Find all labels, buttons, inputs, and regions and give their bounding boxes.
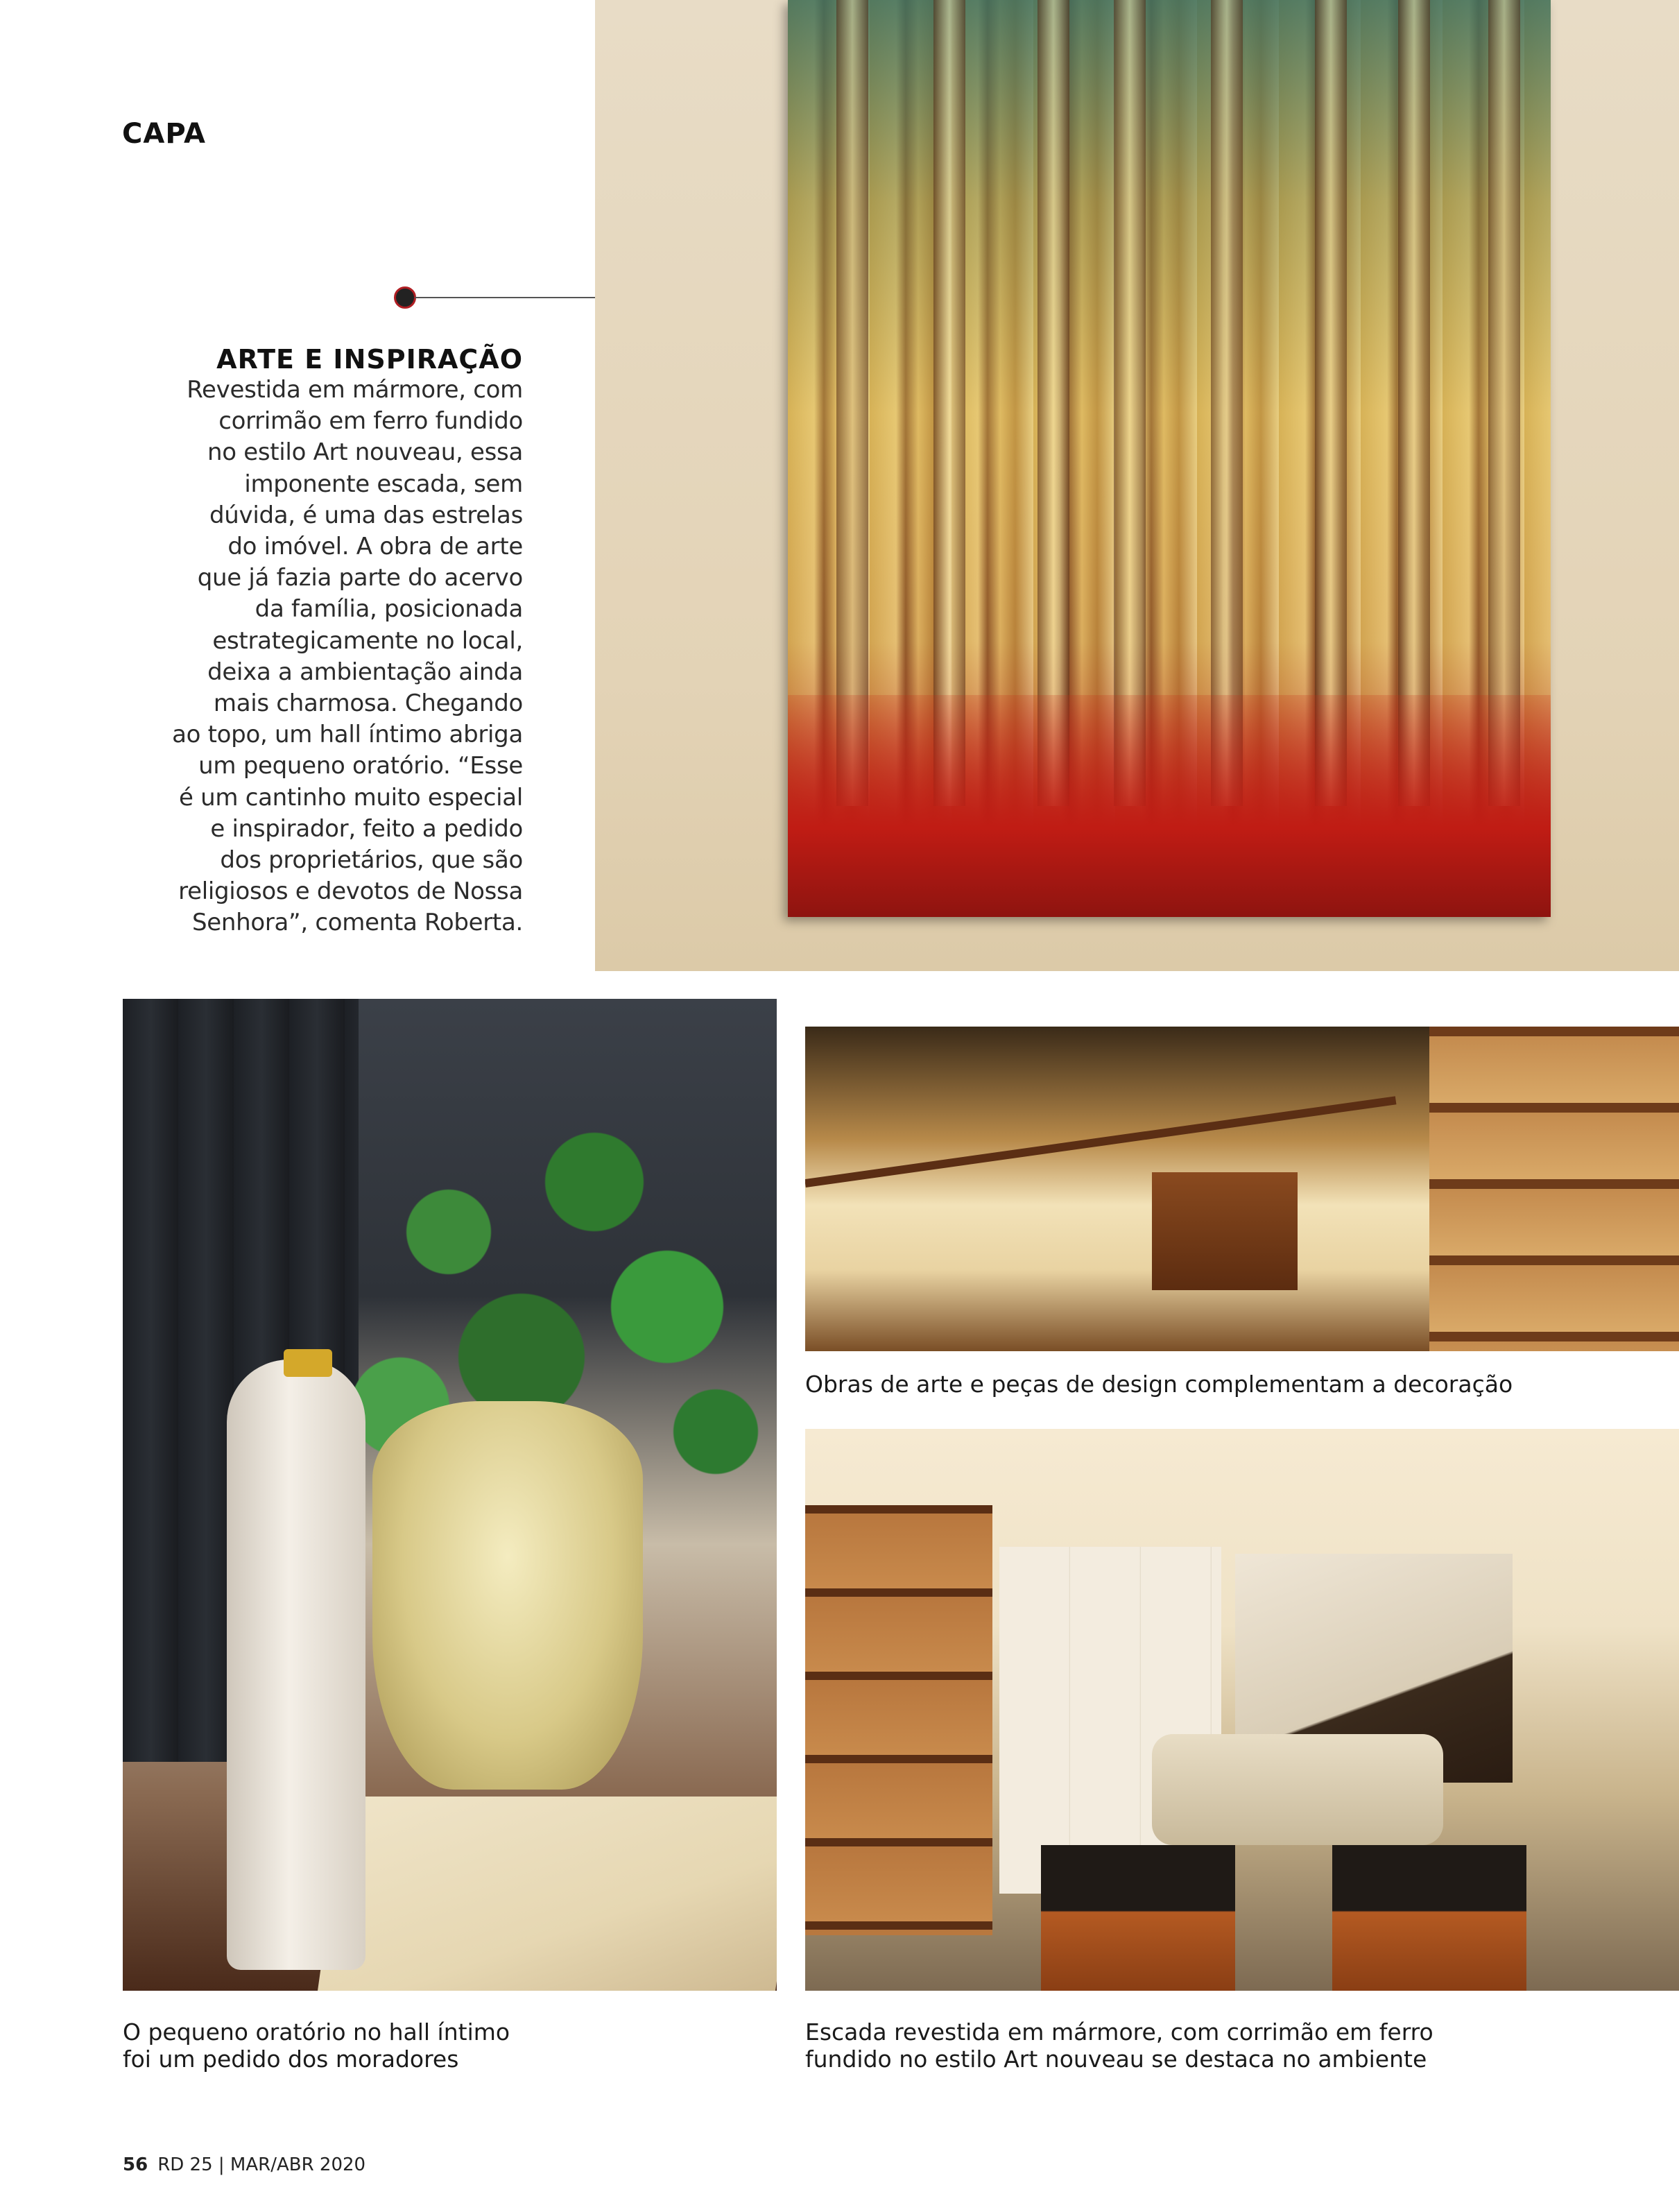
caption-living xyxy=(805,2018,1665,2073)
body-line: dúvida, é uma das estrelas xyxy=(209,501,523,529)
handrail xyxy=(805,1096,1396,1188)
issue-info: RD 25 | MAR/ABR 2020 xyxy=(157,2154,366,2175)
article-heading: ARTE E INSPIRAÇÃO xyxy=(216,344,523,375)
glass-vase xyxy=(372,1401,643,1790)
caption-stair: Obras de arte e peças de design complementam a decoração xyxy=(805,1371,1513,1398)
body-line: ao topo, um hall íntimo abriga xyxy=(172,721,523,749)
body-line: um pequeno oratório. “Esse xyxy=(198,752,523,780)
armchair xyxy=(1041,1845,1235,1991)
body-line: Revestida em mármore, com xyxy=(187,376,523,404)
section-label: CAPA xyxy=(122,118,206,150)
living-shelves xyxy=(805,1505,992,1935)
armchair xyxy=(1332,1845,1526,1991)
body-line: estrategicamente no local, xyxy=(212,626,523,655)
page-number: 56 xyxy=(123,2154,148,2175)
body-line: dos proprietários, que são xyxy=(220,846,523,875)
body-line: mais charmosa. Chegando xyxy=(213,689,523,718)
caption-line: foi um pedido dos moradores xyxy=(123,2046,459,2073)
living-room-photo xyxy=(805,1429,1679,1991)
marker-dot-icon xyxy=(394,286,416,309)
caption-line: Escada revestida em mármore, com corrimão em ferro xyxy=(805,2018,1433,2046)
body-line: corrimão em ferro fundido xyxy=(218,407,523,436)
dresser xyxy=(1152,1172,1298,1290)
oratorio-photo xyxy=(123,999,777,1991)
crown-icon xyxy=(284,1349,332,1377)
painting-photo xyxy=(595,0,1679,971)
body-line: é um cantinho muito especial xyxy=(179,783,523,812)
article-body xyxy=(153,375,523,939)
open-bible xyxy=(317,1797,777,1991)
caption-line: fundido no estilo Art nouveau se destaca no ambiente xyxy=(805,2046,1427,2073)
virgin-statue xyxy=(227,1360,365,1970)
body-line: no estilo Art nouveau, essa xyxy=(207,438,523,467)
bookshelf xyxy=(1429,1027,1679,1351)
body-line: que já fazia parte do acervo xyxy=(197,564,523,592)
body-line: da família, posicionada xyxy=(255,595,523,624)
body-line: Senhora”, comenta Roberta. xyxy=(191,909,523,937)
caption-oratorio xyxy=(123,2018,747,2073)
sofa xyxy=(1152,1734,1443,1845)
stair-photo xyxy=(805,1027,1679,1351)
article-intro xyxy=(153,344,523,939)
forest-painting xyxy=(788,0,1551,917)
painting-floor xyxy=(788,695,1551,917)
body-line: e inspirador, feito a pedido xyxy=(210,814,523,843)
page-footer xyxy=(123,2154,365,2175)
body-line: religiosos e devotos de Nossa xyxy=(178,877,523,906)
body-line: do imóvel. A obra de arte xyxy=(227,533,523,561)
body-line: imponente escada, sem xyxy=(244,470,523,498)
caption-line: O pequeno oratório no hall íntimo xyxy=(123,2018,510,2046)
body-line: deixa a ambientação ainda xyxy=(207,658,523,686)
